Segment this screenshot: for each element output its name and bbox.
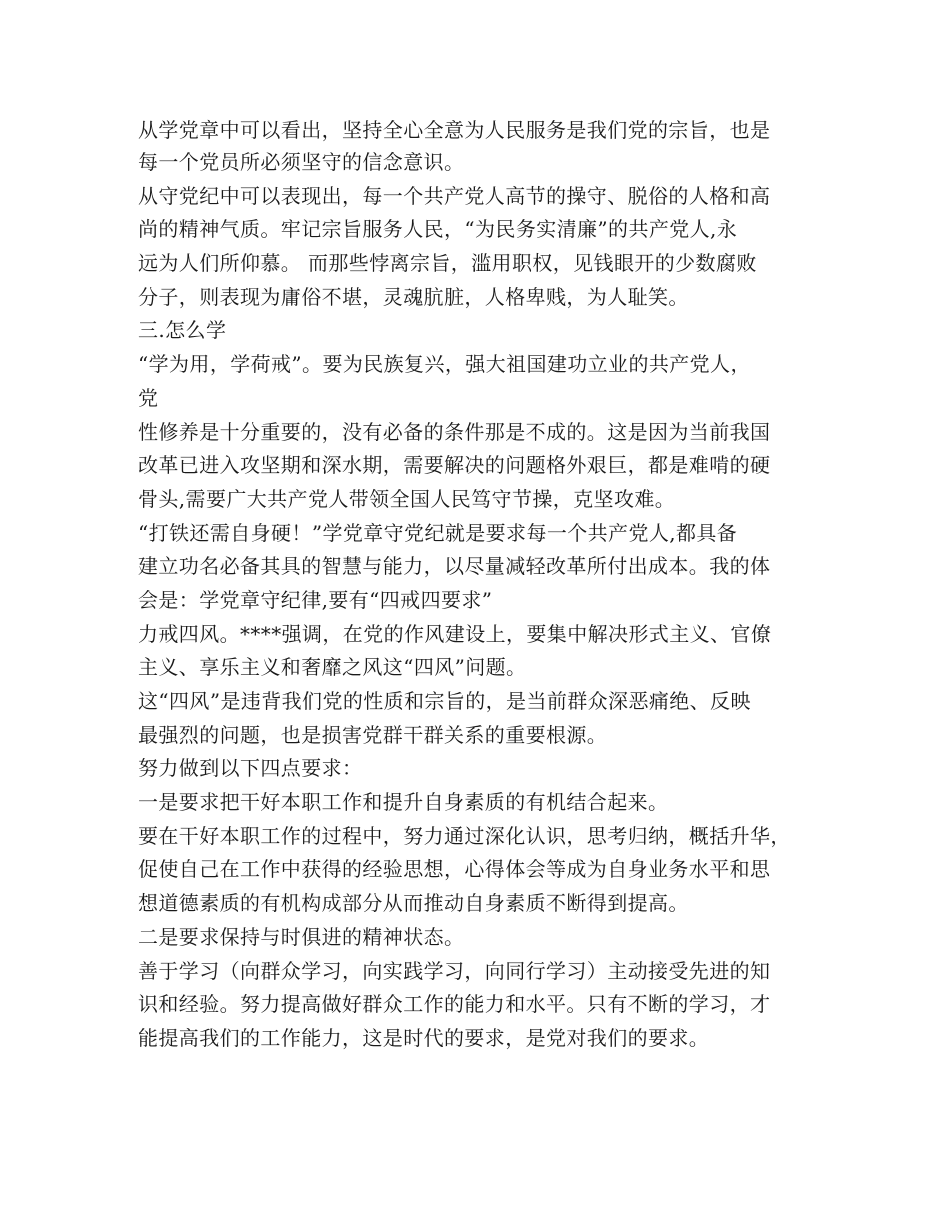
text-line: 每一个党员所必须坚守的信念意识。 [138, 150, 465, 174]
text-line: “学为用，学荷戒”。要为民族复兴，强大祖国建功立业的共产党人， [138, 352, 751, 377]
text-line: 这“四风”是违背我们党的性质和宗旨的，是当前群众深恶痛绝、反映 [138, 689, 751, 713]
text-line: 努力做到以下四点要求： [138, 756, 363, 781]
text-line: 要在干好本职工作的过程中，努力通过深化认识，思考归纳，概括升华， [138, 823, 791, 848]
text-line: 善于学习（向群众学习，向实践学习，向同行学习）主动接受先进的知 [138, 958, 771, 983]
text-line: 能提高我们的工作能力，这是时代的要求，是党对我们的要求。 [138, 1025, 710, 1050]
text-line: 远为人们所仰慕。 而那些悖离宗旨，滥用职权，见钱眼开的少数腐败 [138, 251, 757, 276]
text-line: 从守党纪中可以表现出，每一个共产党人高节的操守、脱俗的人格和高 [138, 183, 771, 208]
text-line: 会是：学党章守纪律,要有“四戒四要求” [138, 587, 493, 612]
text-line: 识和经验。努力提高做好群众工作的能力和水平。只有不断的学习，才 [138, 992, 771, 1017]
text-line: “打铁还需自身硬！”学党章守党纪就是要求每一个共产党人,都具备 [138, 520, 738, 545]
text-line: 建立功名必备其具的智慧与能力，以尽量减轻改革所付出成本。我的体 [138, 554, 771, 579]
text-line: 最强烈的问题，也是损害党群干群关系的重要根源。 [138, 722, 608, 747]
text-line: 力戒四风。****强调，在党的作风建设上，要集中解决形式主义、官僚 [138, 621, 772, 646]
text-line: 党 [138, 385, 159, 410]
text-line: 一是要求把干好本职工作和提升自身素质的有机结合起来。 [138, 790, 669, 815]
text-line: 性修养是十分重要的，没有必备的条件那是不成的。这是因为当前我国 [138, 419, 771, 444]
document-page [138, 114, 828, 1056]
text-line: 想道德素质的有机构成部分从而推动自身素质不断得到提高。 [138, 891, 689, 916]
text-line: 尚的精神气质。牢记宗旨服务人民，“为民务实清廉”的共产党人,永 [138, 217, 738, 242]
text-line: 主义、享乐主义和奢靡之风这“四风”问题。 [138, 655, 527, 680]
text-line: 改革已进入攻坚期和深水期，需要解决的问题格外艰巨，都是难啃的硬 [138, 453, 771, 478]
text-line: 从学党章中可以看出，坚持全心全意为人民服务是我们党的宗旨，也是 [138, 118, 771, 142]
text-line: 二是要求保持与时俱进的精神状态。 [138, 924, 465, 949]
text-line: 分子，则表现为庸俗不堪，灵魂肮脏，人格卑贱，为人耻笑。 [138, 284, 689, 309]
text-line: 促使自己在工作中获得的经验思想，心得体会等成为自身业务水平和思 [138, 857, 771, 882]
text-line: 骨头,需要广大共产党人带领全国人民笃守节操，克坚攻难。 [138, 486, 676, 511]
section-heading: 三.怎么学 [138, 318, 227, 343]
